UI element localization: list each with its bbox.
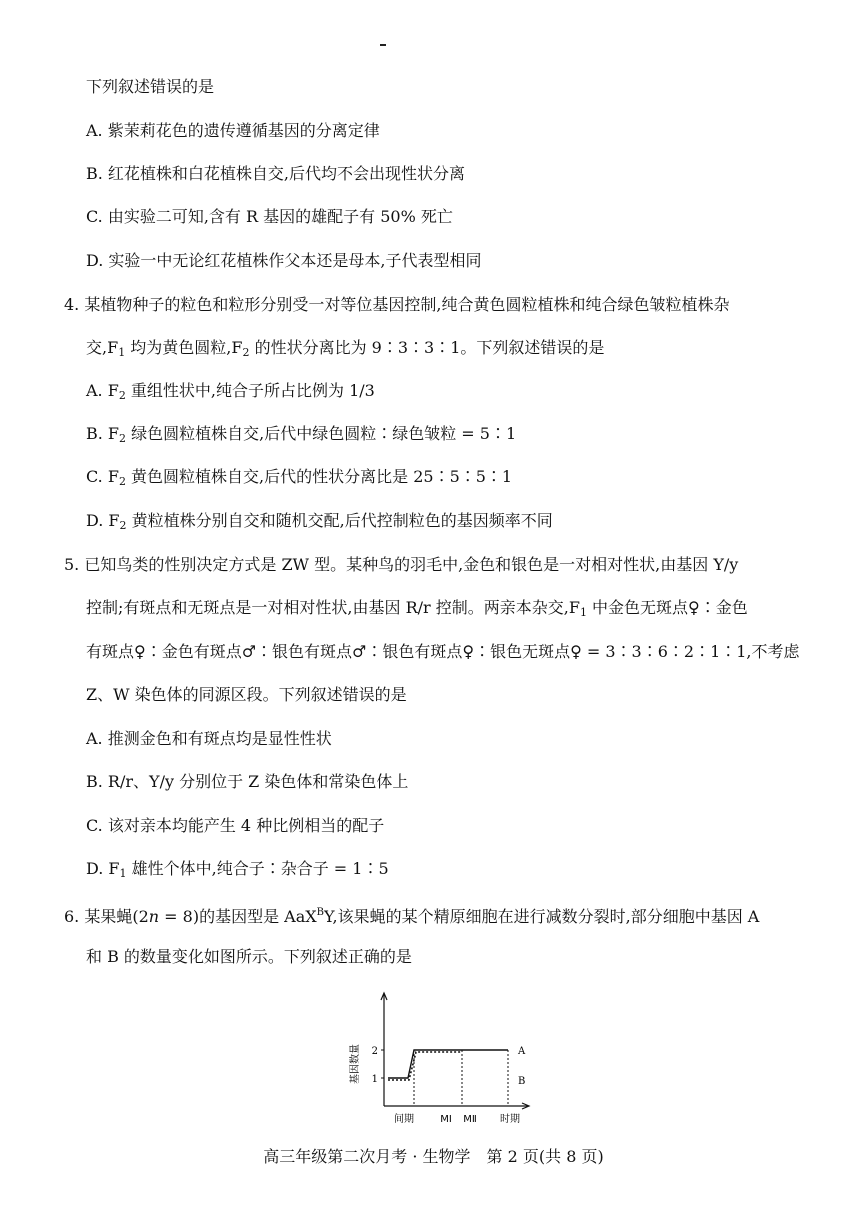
series-b-line (388, 1052, 462, 1080)
page-footer: 高三年级第二次月考 · 生物学 第 2 页(共 8 页) (263, 1147, 604, 1166)
q4-option-c: C. $F_2$ 黄色圆粒植株自交,后代的性状分离比是 25∶5∶5∶1 (86, 467, 513, 488)
q3-option-d: D. 实验一中无论红花植株作父本还是母本,子代表型相同 (86, 251, 482, 270)
q5-option-a: A. 推测金色和有斑点均是显性性状 (86, 729, 332, 748)
q3-option-b: B. 红花植株和白花植株自交,后代均不会出现性状分离 (86, 164, 466, 183)
q5-stem-line2: 控制;有斑点和无斑点是一对相对性状,由基因 R/r 控制。两亲本杂交$,F_1$ 中金色无斑点♀∶金色 (86, 598, 748, 619)
y-tick-label: 2 (371, 1046, 378, 1057)
q3-option-a: A. 紫茉莉花色的遗传遵循基因的分离定律 (86, 121, 380, 140)
x-stage-label: MⅠ (440, 1114, 452, 1125)
x-stage-label: MⅡ (463, 1114, 477, 1125)
chart-axes (381, 993, 529, 1109)
y-axis-label: 基因数量 (350, 1044, 361, 1084)
q4-stem-line2: 交$,F_1$ 均为黄色圆粒$,F_2$ 的性状分离比为 9∶3∶3∶1。下列叙述错误的是 (86, 338, 605, 359)
q4-option-d: D. $F_2$ 黄粒植株分别自交和随机交配,后代控制粒色的基因频率不同 (86, 511, 553, 532)
series-a-line (388, 1050, 508, 1078)
q4-option-a: A. $F_2$ 重组性状中,纯合子所占比例为 1/3 (86, 381, 375, 402)
q3-option-c: C. 由实验二可知,含有 R 基因的雄配子有 50% 死亡 (86, 207, 453, 226)
q5-option-c: C. 该对亲本均能产生 4 种比例相当的配子 (86, 816, 385, 835)
q6-stem-line1: 6. 某果蝇(2n = 8)的基因型是 AaX$^B$Y,该果蝇的某个精原细胞在进行减数分裂时,部分细胞中基因 A (64, 907, 760, 926)
q5-stem-line4: Z、W 染色体的同源区段。下列叙述错误的是 (86, 685, 407, 704)
gene-count-chart (340, 988, 540, 1128)
x-stage-label: 间期 (394, 1114, 414, 1125)
q4-option-b: B. $F_2$ 绿色圆粒植株自交,后代中绿色圆粒∶绿色皱粒 = 5∶1 (86, 424, 517, 445)
q5-option-d: D. $F_1$ 雄性个体中,纯合子∶杂合子 = 1∶5 (86, 859, 389, 880)
series-b-label: B (518, 1076, 526, 1087)
q6-stem-line2: 和 B 的数量变化如图所示。下列叙述正确的是 (86, 947, 412, 966)
q5-stem-line1: 5. 已知鸟类的性别决定方式是 ZW 型。某种鸟的羽毛中,金色和银色是一对相对性状,由基因 Y/y (64, 555, 739, 574)
y-tick-label: 1 (371, 1074, 378, 1085)
x-axis-label: 时期 (500, 1114, 520, 1125)
question-3-intro: 下列叙述错误的是 (86, 77, 215, 96)
q5-option-b: B. R/r、Y/y 分别位于 Z 染色体和常染色体上 (86, 772, 409, 791)
series-a-label: A (518, 1046, 526, 1057)
chart-marks (388, 1050, 508, 1106)
q5-stem-line3: 有斑点♀∶金色有斑点♂∶银色有斑点♂∶银色有斑点♀∶银色无斑点♀ = 3∶3∶6∶2∶1∶1,不考虑 (86, 642, 800, 661)
q4-stem-line1: 4. 某植物种子的粒色和粒形分别受一对等位基因控制,纯合黄色圆粒植株和纯合绿色皱粒植株杂 (64, 295, 730, 314)
chart-labels (348, 1044, 526, 1125)
stray-mark (380, 44, 386, 46)
